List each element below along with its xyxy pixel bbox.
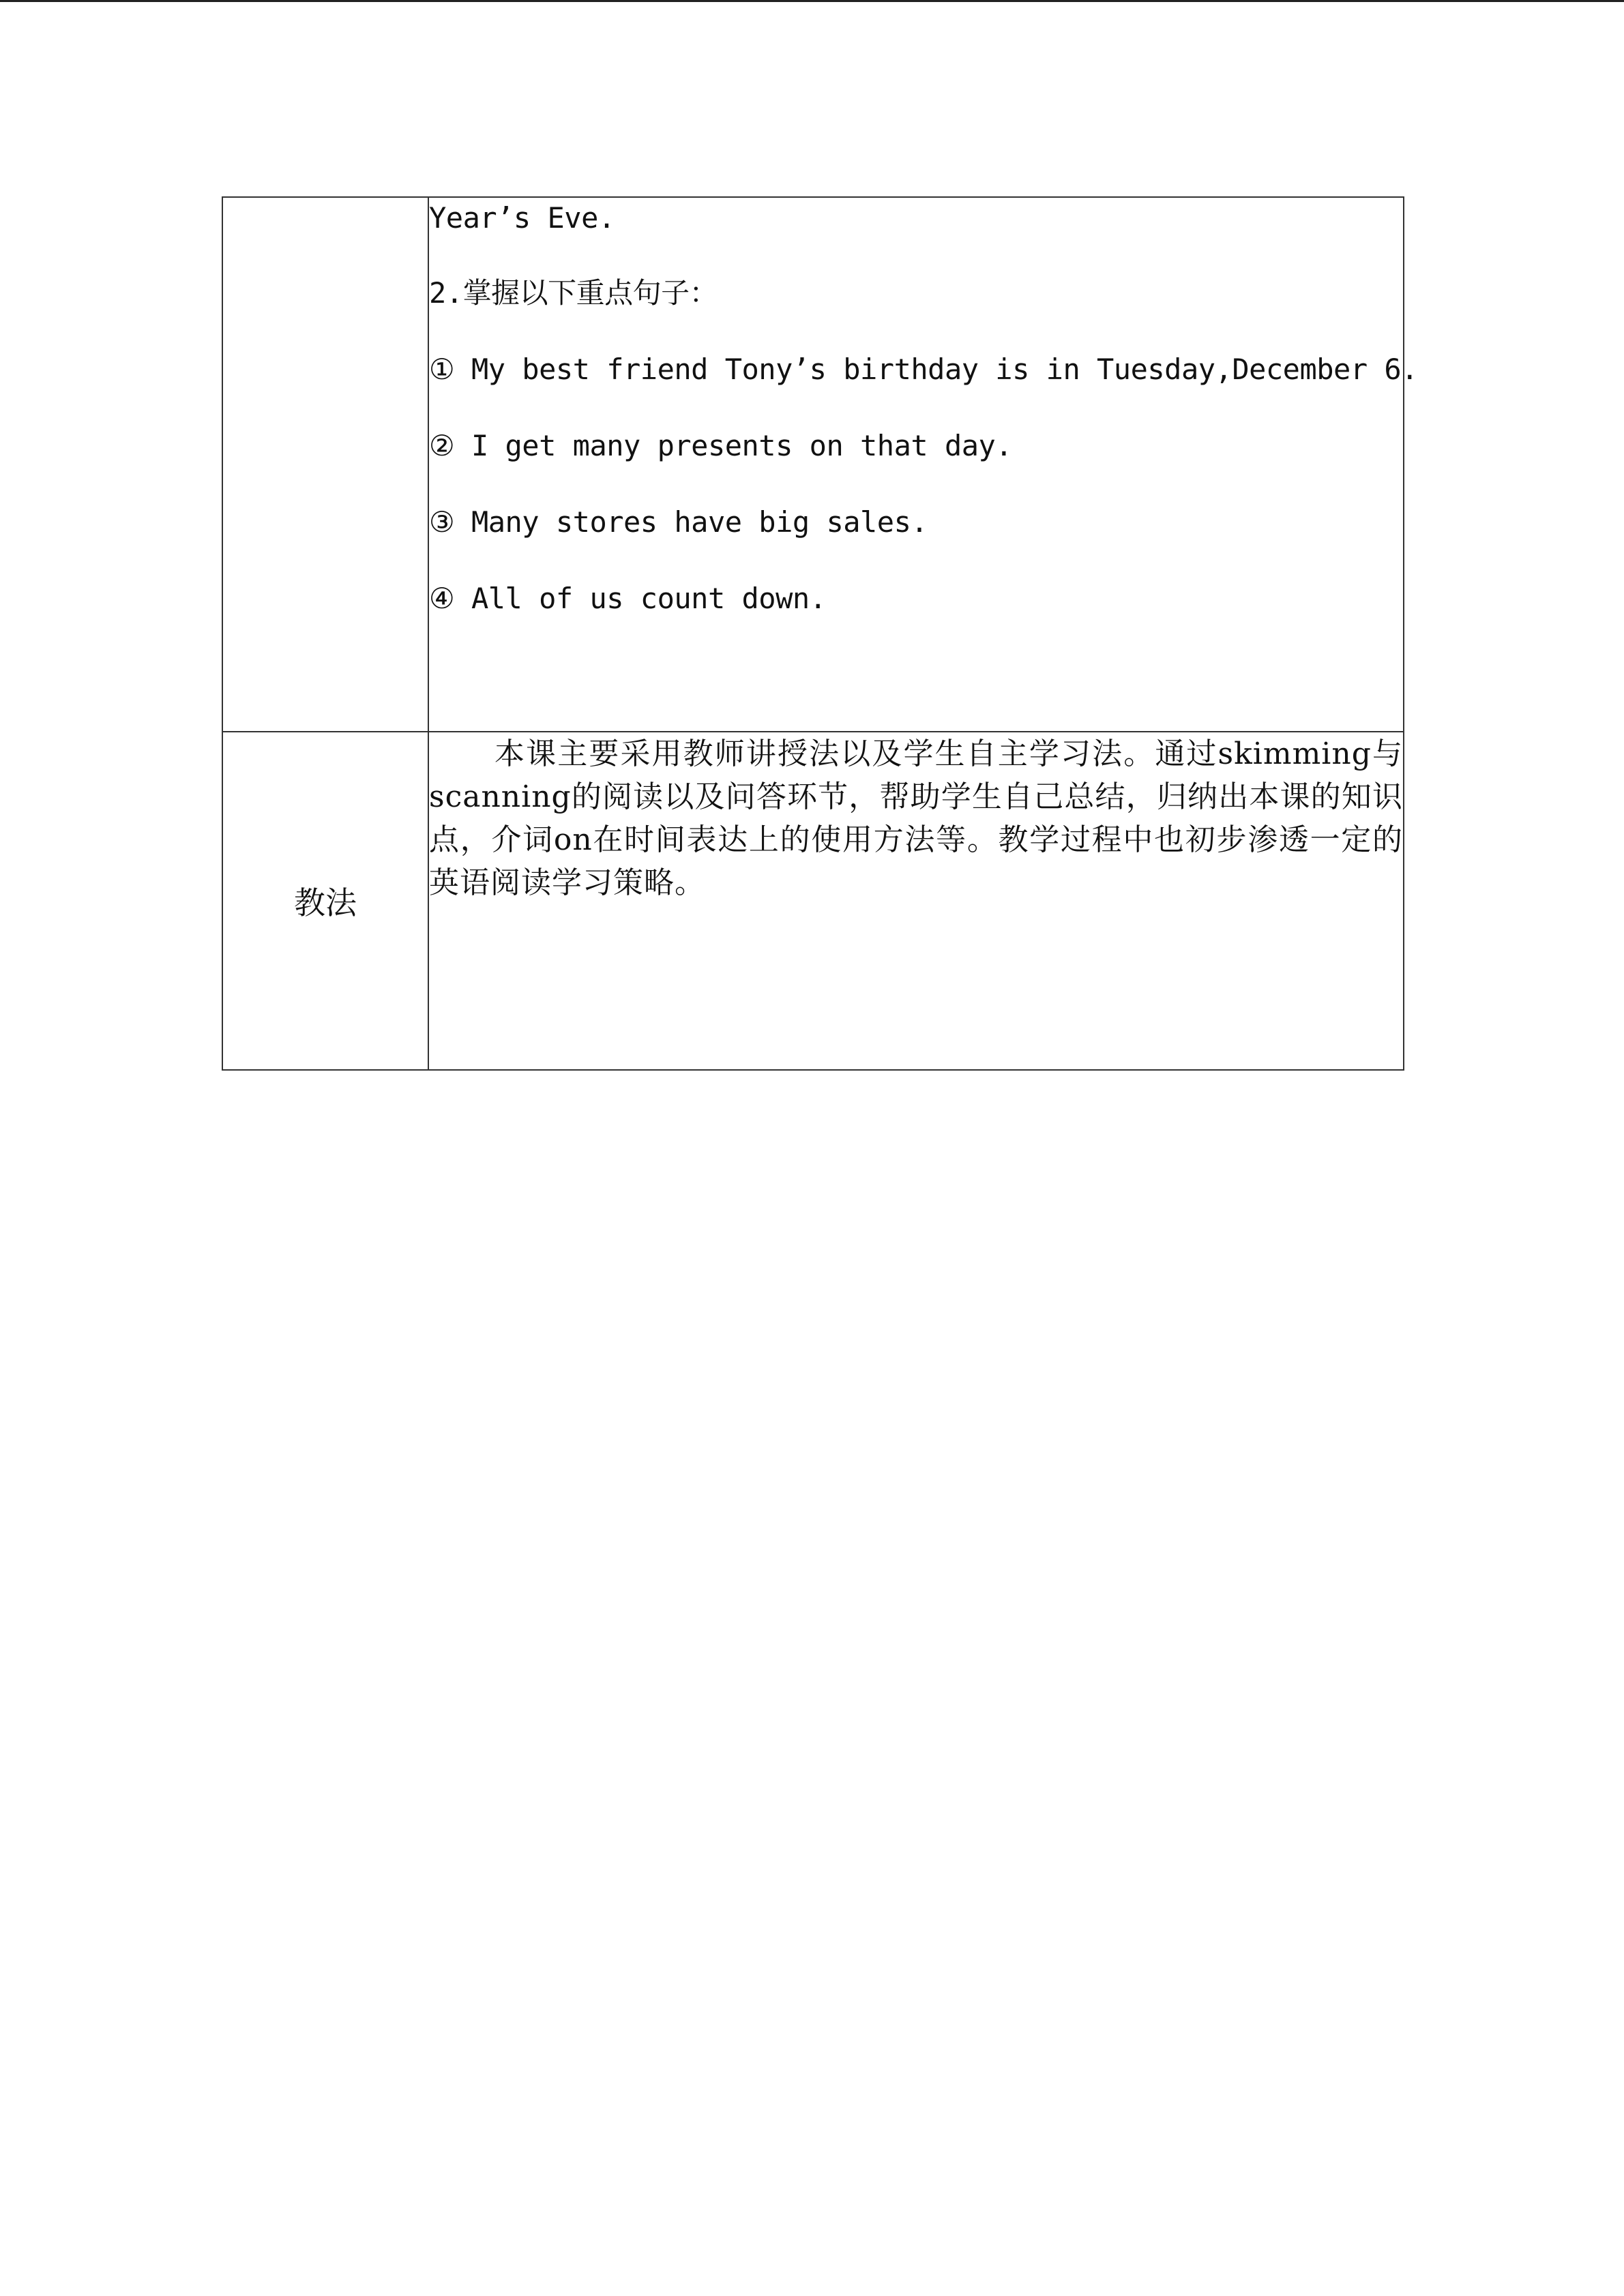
- objective-line: Year’s Eve.: [429, 201, 615, 235]
- key-sentence-1: ① My best friend Tony’s birthday is in Tuesday,December 6.: [429, 353, 1418, 386]
- key-sentence-3: ③ Many stores have big sales.: [429, 505, 928, 539]
- objectives-content-cell: [428, 197, 1418, 732]
- objectives-row: [222, 197, 1404, 732]
- method-description: 本课主要采用教师讲授法以及学生自主学习法。通过skimming与scanning的阅读以及问答环节，帮助学生自己总结，归纳出本课的知识点，介词on在时间表达上的使用方法等。教学过程中也初步渗透一定的英语阅读学习策略。: [429, 736, 1403, 900]
- method-label: 教法: [222, 732, 428, 1070]
- key-sentence-2: ② I get many presents on that day.: [429, 429, 1013, 462]
- key-sentence-4: ④ All of us count down.: [429, 582, 827, 615]
- lesson-plan-table: [222, 196, 1418, 1071]
- page-top-border: [0, 0, 1624, 2]
- objectives-label-cell: [222, 197, 428, 732]
- objective-heading: 2.掌握以下重点句子：: [429, 276, 718, 310]
- method-row: [222, 732, 1404, 1070]
- method-content-cell: [428, 732, 1404, 1070]
